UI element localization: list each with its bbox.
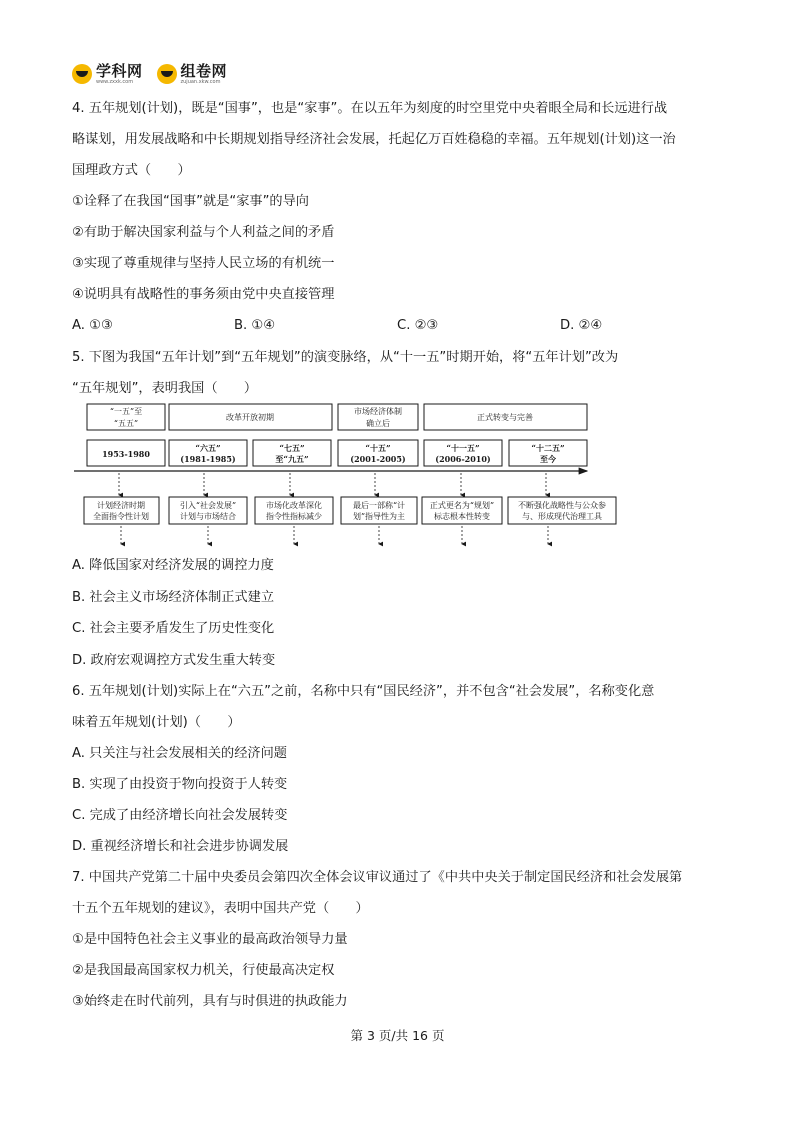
plan-label: (2006-2010)	[435, 454, 491, 464]
plan-label: 至“九五”	[275, 454, 309, 464]
feature-label: 计划经济时期	[97, 501, 145, 510]
q4-stem-line: 4. 五年规划(计划)，既是“国事”，也是“家事”。在以五年为刻度的时空里党中央着眼全局和长远进行战	[72, 101, 668, 116]
feature-box-4	[341, 497, 417, 524]
q5-option-c[interactable]: C. 社会主要矛盾发生了历史性变化	[72, 621, 275, 636]
period-box-2	[169, 404, 332, 430]
period-label: “一五”至	[109, 407, 143, 416]
q7-item: ②是我国最高国家权力机关，行使最高决定权	[72, 963, 335, 978]
q5-stem-line: 5. 下图为我国“五年计划”到“五年规划”的演变脉络，从“十一五”时期开始，将“五年计划”改为	[72, 350, 619, 365]
feature-box-6	[508, 497, 616, 524]
q6-option-b[interactable]: B. 实现了由投资于物向投资于人转变	[72, 777, 288, 792]
plan-box-4	[338, 440, 418, 466]
plan-label: (2001-2005)	[350, 454, 406, 464]
q4-item: ③实现了尊重规律与坚持人民立场的有机统一	[72, 256, 335, 271]
q7-stem-line: 十五个五年规划的建议》，表明中国共产党（ ）	[72, 901, 369, 916]
graduation-cap-icon	[72, 64, 92, 84]
period-label: 确立后	[366, 419, 390, 428]
q6-option-c[interactable]: C. 完成了由经济增长向社会发展转变	[72, 808, 288, 823]
feature-box-3	[255, 497, 333, 524]
zujuanwang-logo	[157, 61, 228, 85]
plan-label: (1981-1985)	[180, 454, 236, 464]
feature-box-1	[84, 497, 159, 524]
plan-label: 至今	[540, 454, 556, 464]
q7-item: ①是中国特色社会主义事业的最高政治领导力量	[72, 932, 348, 947]
q5-stem-line: “五年规划”，表明我国（ ）	[72, 381, 258, 396]
logo-name: 学科网	[96, 61, 143, 80]
plan-label: “十五”	[365, 443, 391, 453]
plan-label: “十一五”	[446, 443, 480, 453]
period-box-4	[424, 404, 587, 430]
plan-box-5	[424, 440, 502, 466]
q6-stem-line: 味着五年规划(计划)（ ）	[72, 715, 241, 730]
q4-item: ①诠释了在我国“国事”就是“家事”的导向	[72, 194, 309, 209]
feature-box-2	[169, 497, 247, 524]
q6-option-d[interactable]: D. 重视经济增长和社会进步协调发展	[72, 839, 289, 854]
q6-option-a[interactable]: A. 只关注与社会发展相关的经济问题	[72, 746, 287, 761]
q4-option-c[interactable]: C. ②③	[397, 318, 439, 333]
feature-label: 标志根本性转变	[434, 512, 490, 521]
period-label: 市场经济体制	[354, 407, 402, 416]
period-label: 正式转变与完善	[477, 413, 533, 422]
plan-box-6	[509, 440, 587, 466]
logo-name: 组卷网	[180, 61, 228, 80]
q4-options	[72, 318, 722, 336]
connectors-bottom	[121, 526, 548, 544]
plan-label: “十二五”	[531, 443, 565, 453]
q7-item: ③始终走在时代前列，具有与时俱进的执政能力	[72, 994, 348, 1009]
feature-label: 正式更名为“规划”	[429, 501, 495, 510]
q5-option-d[interactable]: D. 政府宏观调控方式发生重大转变	[72, 653, 276, 668]
q5-option-a[interactable]: A. 降低国家对经济发展的调控力度	[72, 558, 274, 573]
q7-stem-line: 7. 中国共产党第二十届中央委员会第四次全体会议审议通过了《中共中央关于制定国民经济和社会发展第	[72, 870, 683, 885]
feature-label: 指令性指标减少	[266, 512, 322, 521]
feature-label: 市场化改革深化	[266, 501, 322, 510]
connectors-top	[119, 473, 546, 495]
graduation-cap-icon	[157, 64, 177, 84]
period-box-3	[338, 404, 418, 430]
feature-label: 划”指导性为主	[352, 512, 406, 521]
page-number: 第 3 页/共 16 页	[350, 1028, 445, 1043]
feature-box-5	[422, 497, 502, 524]
plan-label: 1953-1980	[102, 449, 150, 459]
plan-box-1	[87, 440, 165, 466]
feature-label: 不断强化战略性与公众参	[518, 501, 606, 510]
q4-item: ④说明具有战略性的事务须由党中央直接管理	[72, 287, 335, 302]
q4-option-a[interactable]: A. ①③	[72, 318, 113, 333]
feature-label: 与、形成现代治理工具	[522, 512, 602, 521]
plan-box-2	[169, 440, 247, 466]
feature-label: 计划与市场结合	[180, 512, 236, 521]
q5-option-b[interactable]: B. 社会主义市场经济体制正式建立	[72, 590, 275, 605]
q4-option-d[interactable]: D. ②④	[560, 318, 603, 333]
five-year-plan-evolution-diagram	[72, 398, 624, 550]
xuekewang-logo	[72, 61, 143, 85]
plan-label: “六五”	[195, 443, 221, 453]
logo-url: www.zxxk.com	[96, 78, 134, 85]
period-label: 改革开放初期	[226, 413, 274, 422]
q4-stem-line: 国理政方式（ ）	[72, 163, 191, 178]
q4-stem-line: 略谋划，用发展战略和中长期规划指导经济社会发展，托起亿万百姓稳稳的幸福。五年规划(计划)这一治	[72, 132, 676, 147]
header-logos	[72, 60, 227, 88]
feature-label: 全面指令性计划	[93, 512, 149, 521]
plan-box-3	[253, 440, 331, 466]
plan-label: “七五”	[279, 443, 305, 453]
q6-stem-line: 6. 五年规划(计划)实际上在“六五”之前，名称中只有“国民经济”，并不包含“社会发展”，名称变化意	[72, 684, 655, 699]
feature-label: 最后一部称“计	[352, 501, 406, 510]
period-label: “五五”	[113, 419, 139, 428]
q4-item: ②有助于解决国家利益与个人利益之间的矛盾	[72, 225, 335, 240]
logo-url: zujuan.xkw.com	[180, 78, 221, 85]
period-box-1	[87, 404, 165, 430]
feature-label: 引入“社会发展”	[179, 501, 237, 510]
q4-option-b[interactable]: B. ①④	[234, 318, 276, 333]
